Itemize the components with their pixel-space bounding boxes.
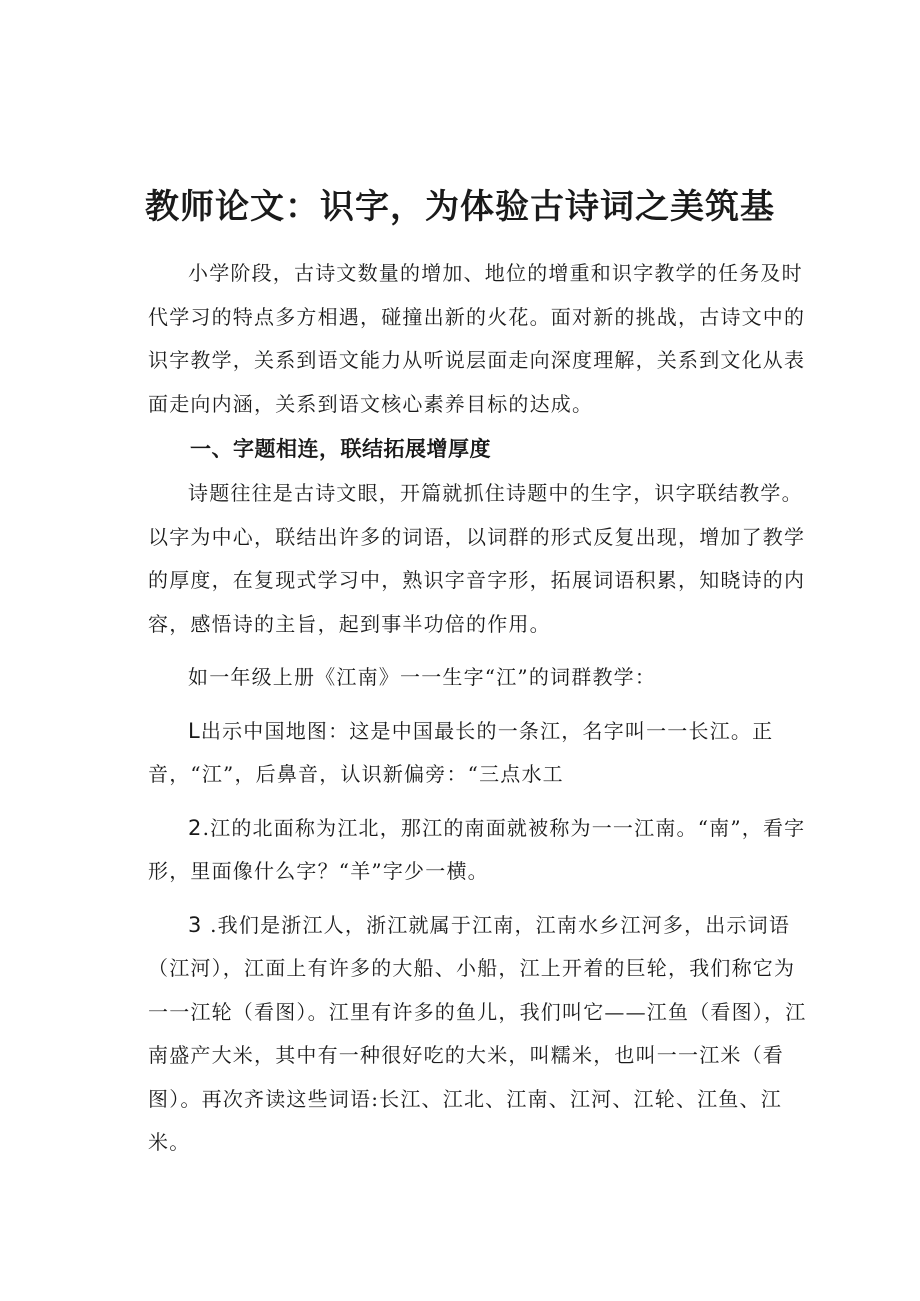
list-item-number: 3 bbox=[188, 912, 203, 937]
list-item-text: 出示中国地图：这是中国最长的一条江，名字叫一一长江。正音，“江”，后鼻音，认识新偏旁：“三点水工 bbox=[148, 718, 774, 786]
document-title: 教师论文：识字，为体验古诗词之美筑基 bbox=[145, 186, 775, 227]
intro-paragraph: 小学阶段，古诗文数量的增加、地位的增重和识字教学的任务及时代学习的特点多方相遇，碰撞出新的火花。面对新的挑战，古诗文中的识字教学，关系到语文能力从听说层面走向深度理解，关系到文化从表面走向内涵，关系到语文核心素养目标的达成。 bbox=[148, 261, 806, 416]
list-item-text: .我们是浙江人，浙江就属于江南，江南水乡江河多，出示词语（江河），江面上有许多的大船、小船，江上开着的巨轮，我们称它为一一江轮（看图）。江里有许多的鱼儿，我们叫它——江鱼（看图），江南盛产大米，其中有一种很好吃的大米，叫糯米，也叫一一江米（看图）。再次齐读这些词语:长江、江北、江南、江河、江轮、江鱼、江米。 bbox=[148, 912, 807, 1154]
section-heading: 一、字题相连，联结拓展增厚度 bbox=[190, 437, 491, 461]
list-item bbox=[148, 904, 808, 1165]
list-item-text: .江的北面称为江北，那江的南面就被称为一一江南。“南”，看字形，里面像什么字？“羊”字少一横。 bbox=[148, 815, 806, 883]
list-item-number: L bbox=[188, 718, 201, 743]
list-item-number: 2 bbox=[188, 815, 203, 840]
list-item bbox=[148, 710, 808, 797]
document-body bbox=[148, 252, 808, 1165]
example-intro: 如一年级上册《江南》一一生字“江”的词群教学： bbox=[188, 665, 657, 689]
section-paragraph: 诗题往往是古诗文眼，开篇就抓住诗题中的生字，识字联结教学。以字为中心，联结出许多的词语，以词群的形式反复出现，增加了教学的厚度，在复现式学习中，熟识字音字形，拓展词语积累，知晓诗的内容，感悟诗的主旨，起到事半功倍的作用。 bbox=[148, 481, 806, 636]
list-item bbox=[148, 807, 808, 894]
